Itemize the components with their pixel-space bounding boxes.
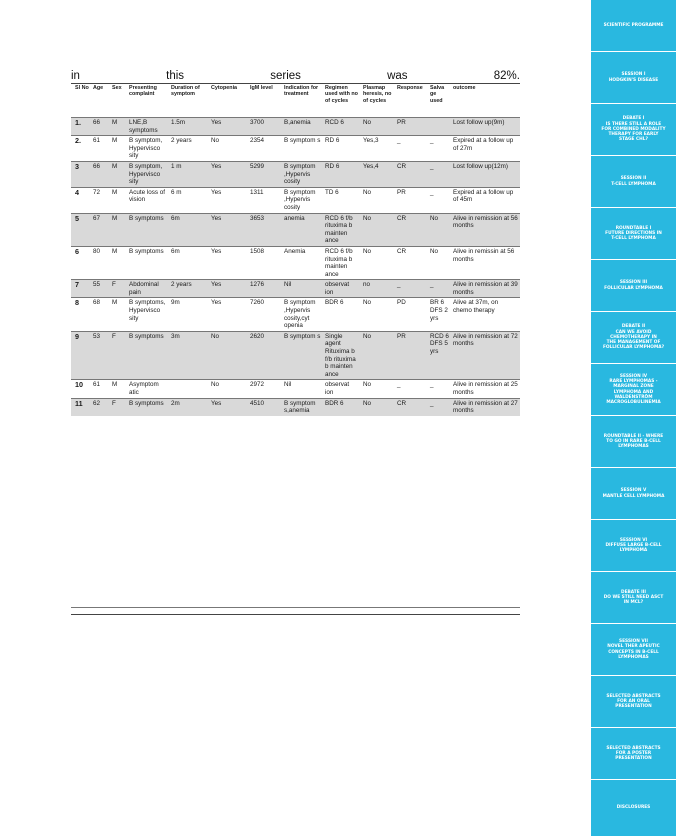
cell-salvage: _ [428, 398, 451, 416]
column-header-plasmapheresis: Plasmap heresis, no of cycles [363, 85, 392, 104]
cell-salvage: No [430, 247, 439, 255]
cell-sex: M [110, 213, 127, 246]
cell-sex: F [110, 280, 127, 298]
cell-regimen: RCD 6 f/b rituxima b mainten ance [323, 213, 361, 246]
cell-cytopenia: Yes [209, 398, 248, 416]
cell-outcome: Alive in remission at 72 months [451, 331, 520, 380]
cell-presenting-complaint: B symptom, Hypervisco sity [127, 161, 169, 187]
cell-sex: M [110, 161, 127, 187]
cell-salvage: _ [428, 280, 451, 298]
cell-indication: anemia [282, 213, 323, 246]
cell-sex: M [110, 118, 127, 136]
table-end-rule [71, 614, 520, 615]
sidebar-item-debate-2[interactable]: DEBATE II CAN WE AVOID CHEMOTHERAPY IN THE MANAGEMENT OF FOLLICULAR LYMPHOMA? [591, 312, 676, 363]
cell-plasmapheresis: No [363, 188, 372, 196]
cell-salvage: RCD 6 DFS 5 yrs [428, 331, 451, 380]
table-row [71, 118, 520, 136]
column-header-outcome: outcome [453, 85, 476, 91]
cell-age: 67 [91, 213, 110, 246]
cell-cytopenia: Yes [211, 247, 222, 255]
cell-age: 61 [93, 381, 101, 389]
cell-igm-level: 5299 [248, 161, 282, 187]
column-header-sl-no: Sl No [75, 85, 89, 91]
cell-outcome: Alive at 37m, on chemo therapy [453, 299, 499, 315]
table-row [71, 298, 520, 331]
section-sidebar [591, 0, 676, 836]
cell-cytopenia: Yes [209, 161, 248, 187]
column-header-presenting-complaint: Presenting complaint [129, 85, 157, 98]
cell-sex: M [112, 299, 118, 307]
cell-igm-level: 3700 [248, 118, 282, 136]
sidebar-item-session-6[interactable]: SESSION VI DIFFUSE LARGE B-CELL LYMPHOMA [591, 520, 676, 571]
cell-sl-no: 4 [75, 187, 79, 197]
cell-presenting-complaint: LNE,B symptoms [127, 118, 169, 136]
cell-sl-no: 5 [71, 213, 91, 246]
cell-cytopenia: Yes [209, 118, 248, 136]
column-header-salvage: Salva ge used [430, 85, 445, 104]
table-row [71, 380, 520, 398]
headline-line [71, 70, 520, 83]
cell-regimen: BDR 6 [325, 299, 344, 307]
headline-word: in [71, 70, 80, 82]
cell-age: 53 [91, 331, 110, 380]
cell-plasmapheresis: No [361, 331, 395, 380]
cell-sl-no: 8 [75, 298, 79, 308]
cell-presenting-complaint: Abdominal pain [127, 280, 169, 298]
cell-age: 62 [91, 398, 110, 416]
cell-sl-no: 6 [75, 246, 79, 256]
cell-duration: 3m [169, 331, 209, 380]
cell-plasmapheresis: No [361, 118, 395, 136]
cell-duration: 1.5m [169, 118, 209, 136]
cell-presenting-complaint: B symptoms, Hypervisco sity [129, 299, 166, 322]
cell-regimen: observat ion [323, 280, 361, 298]
table-header-row [71, 84, 520, 118]
cell-igm-level: 2354 [250, 137, 265, 145]
table-row [71, 161, 520, 187]
sidebar-item-roundtable-2[interactable]: ROUNDTABLE II - WHERE TO GO IN RARE B-CELL LYMPHOMAS [591, 416, 676, 467]
cell-sex: F [110, 398, 127, 416]
cell-regimen: RD 6 [325, 137, 340, 145]
cell-cytopenia: Yes [211, 299, 222, 307]
cell-duration: 2 years [171, 137, 192, 145]
column-header-sex: Sex [112, 85, 122, 91]
cell-sex: M [112, 381, 118, 389]
cell-igm-level: 7260 [250, 299, 265, 307]
cell-age: 61 [93, 137, 101, 145]
column-header-igm-level: IgM level [250, 85, 273, 91]
sidebar-item-debate-3[interactable]: DEBATE III DO WE STILL NEED ASCT IN MCL? [591, 572, 676, 623]
sidebar-item-session-2[interactable]: SESSION II T-CELL LYMPHOMA [591, 156, 676, 207]
sidebar-item-session-1[interactable]: SESSION I HODGKIN'S DISEASE [591, 52, 676, 103]
cell-sl-no: 10 [75, 380, 83, 390]
cell-regimen: RCD 6 [323, 118, 361, 136]
patient-table [71, 83, 520, 416]
table-row [71, 398, 520, 416]
headline-word: this [166, 70, 185, 82]
cell-salvage: BR 6 DFS 2 yrs [430, 299, 448, 322]
cell-age: 68 [93, 299, 101, 307]
cell-outcome: Lost follow up(12m) [451, 161, 520, 187]
cell-age: 80 [93, 247, 101, 255]
cell-salvage: _ [430, 137, 434, 145]
table-row [71, 187, 520, 213]
cell-indication: B symptom ,Hypervis cosity,cyt openia [284, 299, 316, 330]
cell-response: PR [395, 331, 428, 380]
cell-response: _ [397, 381, 401, 389]
cell-sl-no: 1. [71, 118, 91, 136]
cell-duration: 2 years [169, 280, 209, 298]
cell-salvage: _ [428, 161, 451, 187]
cell-plasmapheresis: Yes,4 [361, 161, 395, 187]
cell-sl-no: 7 [71, 280, 91, 298]
headline-word: series [270, 70, 301, 82]
table-row [71, 246, 520, 279]
cell-sl-no: 3 [71, 161, 91, 187]
cell-salvage: _ [430, 381, 434, 389]
table-row [71, 213, 520, 246]
cell-regimen: BDR 6 [323, 398, 361, 416]
cell-duration: 6m [171, 247, 180, 255]
cell-regimen: Single agent Rituxima b f/b rituxima b mainten ance [323, 331, 361, 380]
cell-salvage: _ [430, 188, 434, 196]
cell-indication: B symptom s [284, 137, 321, 145]
cell-indication: Anemia [284, 247, 306, 255]
column-header-indication: Indication for treatment [284, 85, 319, 98]
sidebar-item-debate-1[interactable]: DEBATE I IS THERE STILL A ROLE FOR COMBINED MODALITY THERAPY FOR EARLY STAGE CHL? [591, 104, 676, 155]
cell-indication: B symptom ,Hypervis cosity [284, 188, 316, 211]
sidebar-item-session-4[interactable]: SESSION IV RARE LYMPHOMAS - MARGINAL ZONE LYMPHOMA AND WALDENSTRÖM MACROGLOBULINEMIA [591, 364, 676, 415]
cell-duration: 2m [169, 398, 209, 416]
cell-plasmapheresis: No [363, 381, 372, 389]
column-header-cytopenia: Cytopenia [211, 85, 238, 91]
cell-igm-level: 4510 [248, 398, 282, 416]
cell-cytopenia: No [211, 381, 220, 389]
cell-presenting-complaint: Asymptom atic [129, 381, 159, 396]
cell-response: PD [397, 299, 406, 307]
table-bottom-rule [71, 607, 520, 608]
cell-presenting-complaint: B symptoms [127, 331, 169, 380]
column-header-regimen: Regimen used with no of cycles [325, 85, 358, 104]
cell-response: _ [397, 137, 401, 145]
cell-age: 72 [93, 188, 101, 196]
cell-presenting-complaint: B symptoms [129, 247, 164, 255]
cell-sl-no: 11 [71, 398, 91, 416]
cell-igm-level: 1508 [250, 247, 265, 255]
cell-sex: F [110, 331, 127, 380]
cell-plasmapheresis: No [363, 299, 372, 307]
cell-salvage [428, 118, 451, 136]
cell-sl-no: 9 [71, 331, 91, 380]
column-header-age: Age [93, 85, 104, 91]
cell-igm-level: 2620 [248, 331, 282, 380]
cell-response: CR [397, 247, 407, 255]
cell-igm-level: 1311 [250, 188, 264, 196]
cell-cytopenia: Yes [209, 213, 248, 246]
cell-outcome: Alive in remission at 27 months [451, 398, 520, 416]
cell-response: PR [395, 118, 428, 136]
cell-plasmapheresis: No [361, 213, 395, 246]
headline-word: 82%. [493, 70, 520, 82]
cell-presenting-complaint: B symptoms [127, 398, 169, 416]
cell-indication: B symptom ,Hypervis cosity [282, 161, 323, 187]
table-row [71, 331, 520, 380]
column-header-response: Response [397, 85, 423, 91]
cell-indication: B,anemia [282, 118, 323, 136]
cell-response: CR [395, 161, 428, 187]
sidebar-item-oral-abstracts[interactable]: SELECTED ABSTRACTS FOR AN ORAL PRESENTATION [591, 676, 676, 727]
cell-sex: M [112, 247, 118, 255]
cell-outcome: Lost follow up(9m) [451, 118, 520, 136]
sidebar-item-disclosures[interactable]: DISCLOSURES [591, 780, 676, 836]
cell-age: 66 [91, 161, 110, 187]
headline-word: was [387, 70, 408, 82]
cell-response: CR [395, 213, 428, 246]
cell-plasmapheresis: Yes,3 [363, 137, 379, 145]
cell-sex: M [112, 188, 118, 196]
sidebar-item-session-3[interactable]: SESSION III FOLLICULAR LYMPHOMA [591, 260, 676, 311]
sidebar-item-roundtable-1[interactable]: ROUNDTABLE I FUTURE DIRECTIONS IN T-CELL LYMPHOMA [591, 208, 676, 259]
cell-cytopenia: No [209, 331, 248, 380]
cell-igm-level: 3653 [248, 213, 282, 246]
table-body [71, 118, 520, 416]
cell-plasmapheresis: no [361, 280, 395, 298]
cell-cytopenia: Yes [211, 188, 222, 196]
cell-outcome: Expired at a follow up of 27m [453, 137, 514, 152]
cell-cytopenia: Yes [209, 280, 248, 298]
cell-duration [169, 380, 209, 398]
cell-salvage: No [428, 213, 451, 246]
cell-duration: 9m [171, 299, 180, 307]
cell-indication: Nil [284, 381, 292, 389]
cell-sl-no: 2. [75, 136, 81, 146]
sidebar-item-scientific-programme[interactable]: SCIENTIFIC PROGRAMME [591, 0, 676, 51]
cell-duration: 6m [169, 213, 209, 246]
cell-response: _ [395, 280, 428, 298]
cell-duration: 6 m [171, 188, 182, 196]
cell-presenting-complaint: B symptom, Hypervisco sity [129, 137, 163, 160]
cell-igm-level: 1276 [248, 280, 282, 298]
cell-indication: B symptom s,anemia [282, 398, 323, 416]
cell-outcome: Expired at a follow up of 45m [453, 188, 514, 204]
cell-presenting-complaint: B symptoms [127, 213, 169, 246]
cell-duration: 1 m [169, 161, 209, 187]
sidebar-item-poster-abstracts[interactable]: SELECTED ABSTRACTS FOR A POSTER PRESENTATION [591, 728, 676, 779]
cell-regimen: observat ion [325, 381, 350, 396]
patient-table-wrapper [71, 83, 520, 416]
table-row [71, 280, 520, 298]
cell-age: 55 [91, 280, 110, 298]
cell-indication: B symptom s [282, 331, 323, 380]
cell-age: 66 [91, 118, 110, 136]
cell-regimen: TD 6 [325, 188, 339, 196]
cell-indication: Nil [282, 280, 323, 298]
cell-response: CR [395, 398, 428, 416]
cell-response: PR [397, 188, 406, 196]
cell-plasmapheresis: No [363, 247, 372, 255]
column-header-duration: Duration of symptom [171, 85, 200, 98]
cell-plasmapheresis: No [361, 398, 395, 416]
cell-outcome: Alive in remissin at 56 months [453, 247, 515, 263]
cell-outcome: Alive in remission at 25 months [453, 381, 518, 396]
cell-cytopenia: No [211, 137, 220, 145]
cell-outcome: Alive in remission at 56 months [451, 213, 520, 246]
cell-igm-level: 2972 [250, 381, 265, 389]
table-row [71, 136, 520, 162]
cell-presenting-complaint: Acute loss of vision [129, 188, 166, 204]
sidebar-item-session-5[interactable]: SESSION V MANTLE CELL LYMPHOMA [591, 468, 676, 519]
cell-regimen: RCD 6 f/b rituxima b mainten ance [325, 247, 353, 278]
cell-outcome: Alive in remission at 39 months [451, 280, 520, 298]
cell-sex: M [112, 137, 118, 145]
sidebar-item-session-7[interactable]: SESSION VII NOVEL THER APEUTIC CONCEPTS IN B-CELL LYMPHOMAS [591, 624, 676, 675]
cell-regimen: RD 6 [323, 161, 361, 187]
